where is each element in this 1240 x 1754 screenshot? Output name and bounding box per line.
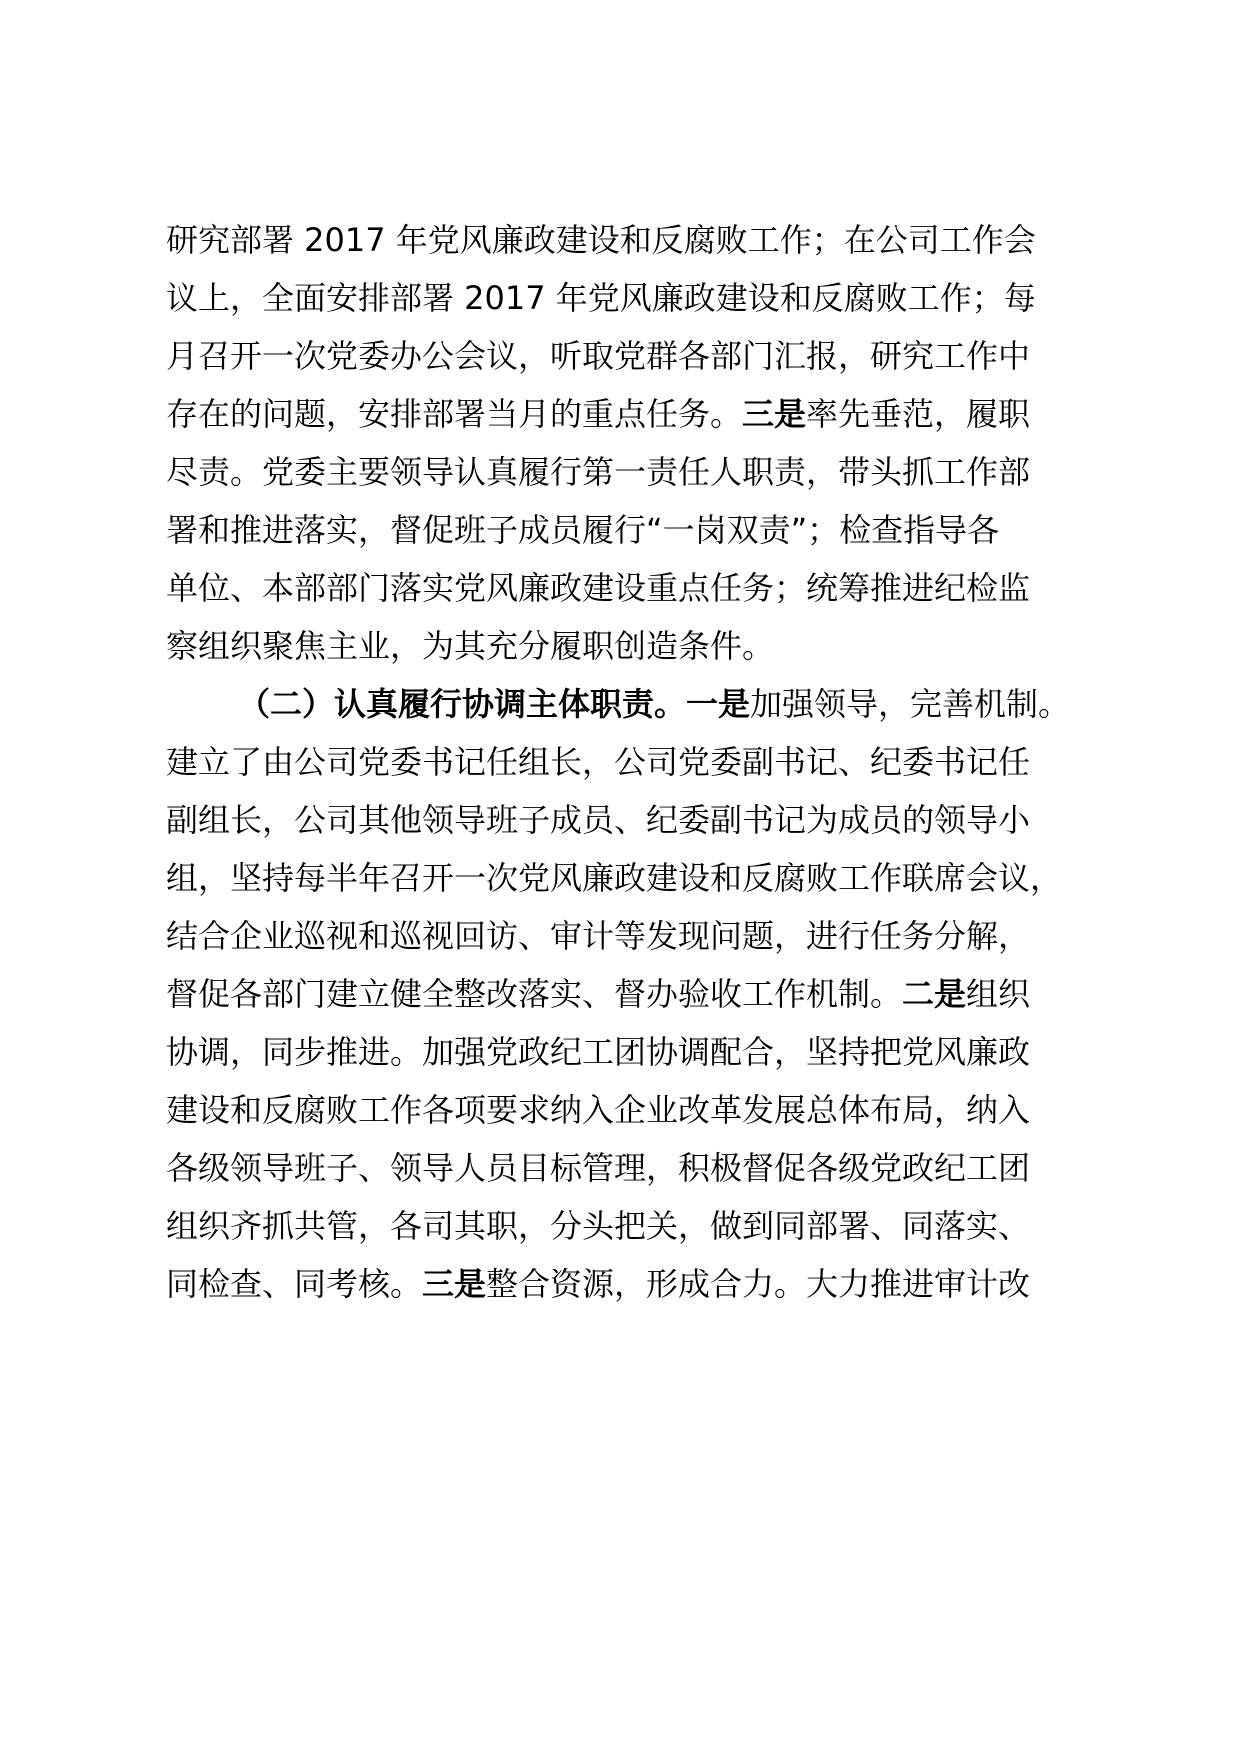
text-line (166, 208, 1106, 272)
text-run: 组织 (966, 975, 1031, 1013)
text-run: 率先垂范，履职 (806, 395, 1031, 433)
section-heading-line (238, 672, 1178, 736)
text-run: 单位、本部部门落实党风廉政建设重点任务；统筹推进纪检监 (166, 569, 1031, 607)
text-run: 加强领导，完善机制。 (750, 685, 1071, 723)
text-line (166, 498, 1106, 562)
text-run: 整合资源，形成合力。大力推进审计改 (486, 1265, 1031, 1303)
text-run: 协调，同步推进。加强党政纪工团协调配合，坚持把党风廉政 (166, 1033, 1031, 1071)
text-line (166, 962, 1106, 1026)
text-run: 建设和反腐败工作各项要求纳入企业改革发展总体布局，纳入 (166, 1091, 1031, 1129)
text-line (166, 1078, 1106, 1142)
text-run: 研究部署 2017 年党风廉政建设和反腐败工作；在公司工作会 (166, 221, 1036, 259)
text-run: 建立了由公司党委书记任组长，公司党委副书记、纪委书记任 (166, 743, 1031, 781)
text-run: 结合企业巡视和巡视回访、审计等发现问题，进行任务分解， (166, 917, 1031, 955)
text-run: 尽责。党委主要领导认真履行第一责任人职责，带头抓工作部 (166, 453, 1031, 491)
text-run: 组织齐抓共管，各司其职，分头把关，做到同部署、同落实、 (166, 1207, 1031, 1245)
text-line (166, 440, 1106, 504)
text-line (166, 614, 1106, 678)
text-line (166, 846, 1106, 910)
bold-run: 三是 (742, 395, 807, 433)
text-line (166, 788, 1106, 852)
text-run: 督促各部门建立健全整改落实、督办验收工作机制。 (166, 975, 903, 1013)
text-run: 议上，全面安排部署 2017 年党风廉政建设和反腐败工作；每 (166, 279, 1036, 317)
bold-run: （二）认真履行协调主体职责。一是 (238, 685, 751, 723)
text-line (166, 324, 1106, 388)
text-run: 月召开一次党委办公会议，听取党群各部门汇报，研究工作中 (166, 337, 1031, 375)
text-line (166, 904, 1106, 968)
text-line (166, 730, 1106, 794)
bold-run: 三是 (422, 1265, 487, 1303)
text-line (166, 1194, 1106, 1258)
text-line (166, 1136, 1106, 1200)
text-run: 同检查、同考核。 (166, 1265, 423, 1303)
text-run: 组，坚持每半年召开一次党风廉政建设和反腐败工作联席会议， (166, 859, 1063, 897)
text-run: 署和推进落实，督促班子成员履行“一岗双责”；检查指导各 (166, 511, 1000, 549)
text-line (166, 1020, 1106, 1084)
text-line (166, 556, 1106, 620)
bold-run: 二是 (902, 975, 967, 1013)
text-run: 各级领导班子、领导人员目标管理，积极督促各级党政纪工团 (166, 1149, 1031, 1187)
text-line (166, 382, 1106, 446)
text-line (166, 266, 1106, 330)
text-run: 副组长，公司其他领导班子成员、纪委副书记为成员的领导小 (166, 801, 1031, 839)
text-run: 存在的问题，安排部署当月的重点任务。 (166, 395, 743, 433)
text-line (166, 1252, 1106, 1316)
text-run: 察组织聚焦主业，为其充分履职创造条件。 (166, 627, 775, 665)
